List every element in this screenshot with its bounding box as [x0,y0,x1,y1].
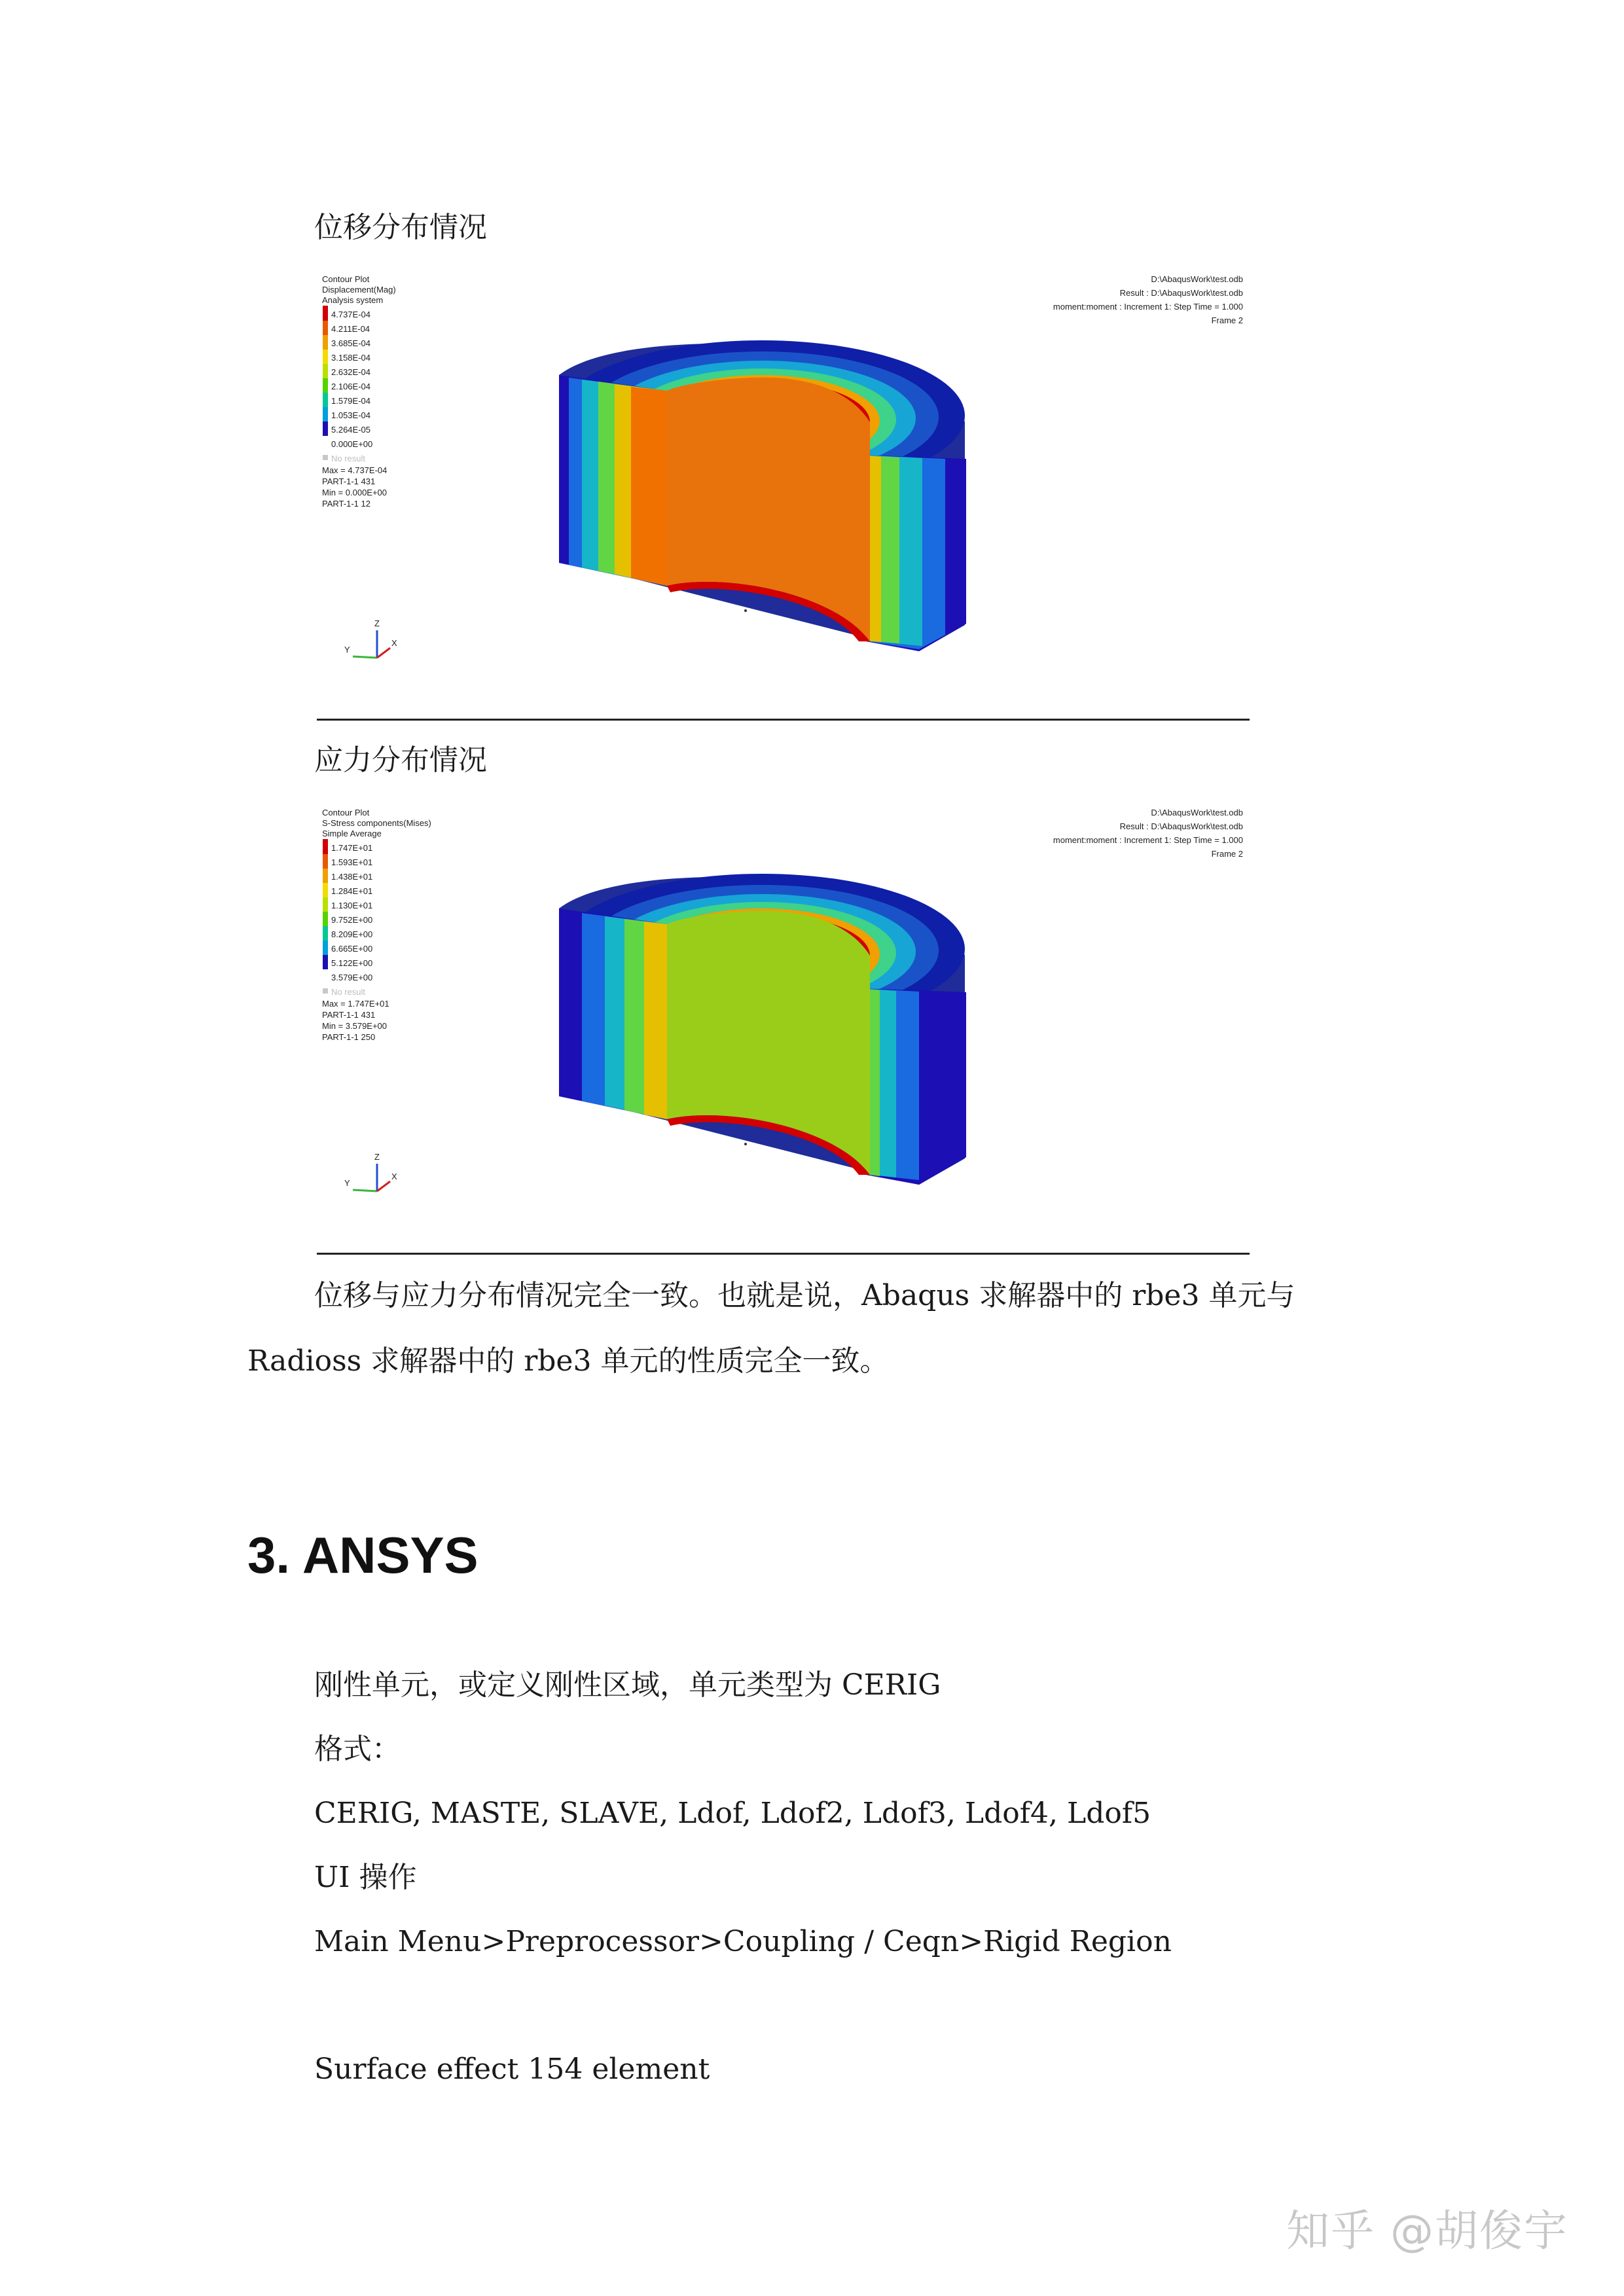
legend-swatch [323,407,328,422]
legend-value: 1.593E+01 [331,857,373,867]
axis-label: Z [374,619,380,628]
cylinder-cutaway-model [559,874,966,1185]
legend-swatch [323,335,328,350]
legend-value: 3.579E+00 [331,973,373,982]
stat-line: PART-1-1 431 [322,1010,376,1020]
caption-stress: 应力分布情况 [314,744,487,777]
no-result-label: No result [331,987,366,997]
legend-value: 2.106E-04 [331,382,370,391]
legend-header-line: S-Stress components(Mises) [322,818,431,828]
stress-contour-figure [317,798,1250,1257]
legend-swatch [323,897,328,912]
stat-line: PART-1-1 431 [322,476,376,486]
legend-value: 5.264E-05 [331,425,370,435]
result-info [1053,274,1243,325]
legend-header [322,274,396,305]
legend-header-line: Contour Plot [322,808,370,817]
legend-stats [322,999,389,1042]
legend-swatch [323,941,328,955]
legend-swatch [323,839,328,854]
info-line: D:\AbaqusWork\test.odb [1151,808,1243,817]
legend-swatch [323,912,328,926]
result-info [1053,808,1243,859]
legend-swatch [323,306,328,321]
legend-value: 1.284E+01 [331,886,373,896]
legend-values [331,843,372,982]
surface-effect-line: Surface effect 154 element [314,2053,710,2086]
legend-swatch [323,378,328,393]
legend-swatch [323,422,328,436]
legend-value: 1.438E+01 [331,872,373,882]
displacement-contour-svg [317,265,1250,723]
stress-contour-svg [317,798,1250,1257]
legend-swatch [323,364,328,378]
info-line: Result : D:\AbaqusWork\test.odb [1119,821,1243,831]
legend-swatch [323,854,328,869]
legend-value: 0.000E+00 [331,439,373,449]
caption-displacement: 位移分布情况 [314,211,487,244]
stat-line: PART-1-1 250 [322,1032,376,1042]
divider-rule [317,719,1250,721]
info-line: Frame 2 [1211,315,1243,325]
legend-value: 1.579E-04 [331,396,370,406]
legend-swatch [323,926,328,941]
legend-value: 5.122E+00 [331,958,373,968]
legend-values [331,310,372,449]
legend-color-bar [323,839,328,969]
legend-stats [322,465,387,509]
legend-swatch [323,393,328,407]
ansys-line-menu-path: Main Menu>Preprocessor>Coupling / Ceqn>Rigid Region [314,1925,1172,1958]
legend-color-bar [323,306,328,436]
legend-header-line: Analysis system [322,295,384,305]
info-line: Frame 2 [1211,849,1243,859]
legend-swatch [323,321,328,335]
legend-value: 4.211E-04 [331,324,370,334]
triad-axis-icon [344,619,397,658]
no-result-swatch [323,988,328,994]
stat-line: Min = 0.000E+00 [322,488,388,497]
legend-swatch [323,883,328,897]
stat-line: Max = 4.737E-04 [322,465,388,475]
legend-header-line: Simple Average [322,829,382,838]
stat-line: PART-1-1 12 [322,499,370,509]
displacement-contour-figure [317,265,1250,723]
legend-value: 1.053E-04 [331,410,370,420]
axis-label: Z [374,1152,380,1162]
legend-value: 1.130E+01 [331,901,373,910]
no-result-label: No result [331,454,366,463]
legend-header-line: Contour Plot [322,274,370,284]
no-result-swatch [323,455,328,460]
conclusion-line-1: 位移与应力分布情况完全一致。也就是说，Abaqus 求解器中的 rbe3 单元与 [314,1279,1295,1312]
stat-line: Min = 3.579E+00 [322,1021,388,1031]
zhihu-watermark: 知乎 @胡俊宇 [1286,2206,1568,2256]
ansys-line-ui: UI 操作 [314,1861,417,1894]
axis-label: X [391,638,397,648]
conclusion-line-2: Radioss 求解器中的 rbe3 单元的性质完全一致。 [247,1344,889,1378]
axis-label: Y [344,1178,350,1188]
legend-value: 3.685E-04 [331,338,370,348]
ansys-line-rigid-element: 刚性单元，或定义刚性区域，单元类型为 CERIG [314,1668,941,1702]
divider-rule [317,1253,1250,1255]
cylinder-cutaway-model [559,340,966,651]
legend-value: 4.737E-04 [331,310,370,319]
info-line: moment:moment : Increment 1: Step Time = 1.000 [1053,302,1243,312]
ansys-line-format: 格式： [314,1732,401,1766]
info-line: moment:moment : Increment 1: Step Time = 1.000 [1053,835,1243,845]
info-line: D:\AbaqusWork\test.odb [1151,274,1243,284]
legend-header-line: Displacement(Mag) [322,285,396,295]
axis-label: Y [344,645,350,655]
legend-swatch [323,869,328,883]
legend-value: 9.752E+00 [331,915,373,925]
legend-value: 8.209E+00 [331,929,373,939]
legend-swatch [323,350,328,364]
legend-swatch [323,955,328,969]
legend-value: 6.665E+00 [331,944,373,954]
legend-header [322,808,431,838]
legend-value: 1.747E+01 [331,843,373,853]
axis-label: X [391,1172,397,1181]
ansys-line-command: CERIG, MASTE, SLAVE, Ldof, Ldof2, Ldof3, Ldof4, Ldof5 [314,1797,1151,1830]
triad-axis-icon [344,1152,397,1191]
section-heading: 3. ANSYS [247,1526,478,1584]
info-line: Result : D:\AbaqusWork\test.odb [1119,288,1243,298]
stat-line: Max = 1.747E+01 [322,999,389,1009]
legend-value: 2.632E-04 [331,367,370,377]
legend-value: 3.158E-04 [331,353,370,363]
